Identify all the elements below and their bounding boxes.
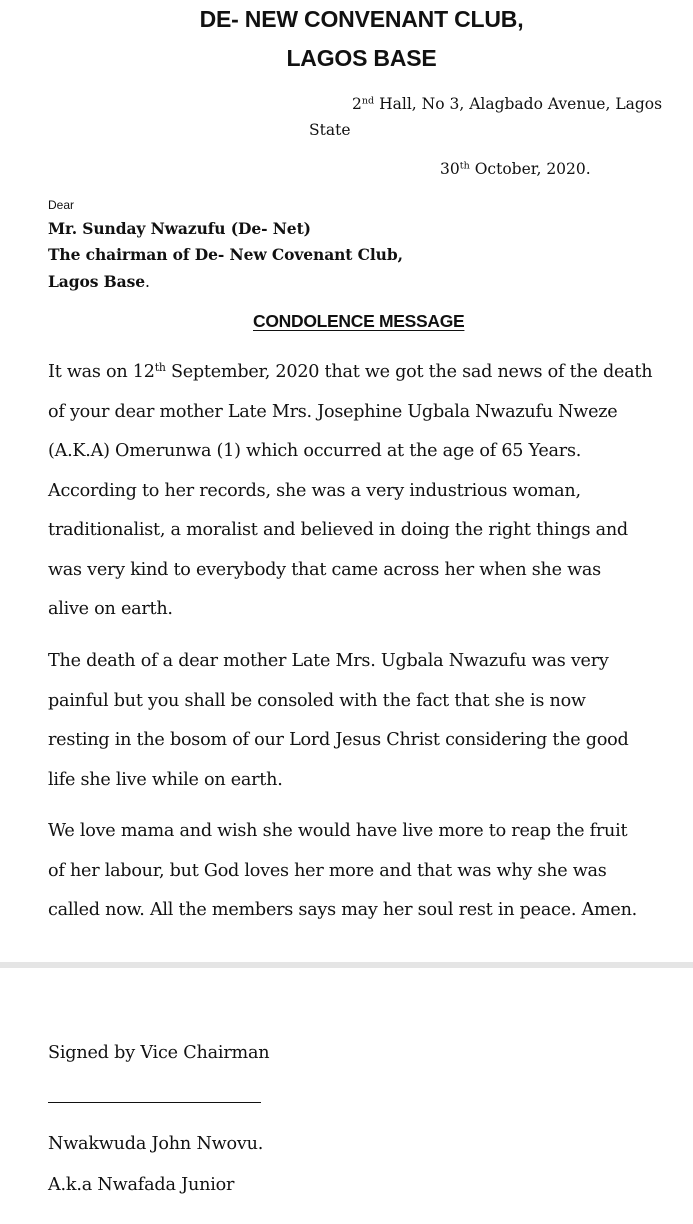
paragraph-line: of her labour, but God loves her more and that was why she was — [48, 860, 607, 881]
recipient-location — [48, 272, 150, 291]
address-line1 — [352, 95, 662, 113]
letter-date — [440, 160, 591, 178]
paragraph-line: We love mama and wish she would have live more to reap the fruit — [48, 821, 628, 841]
subject-heading: CONDOLENCE MESSAGE — [253, 311, 465, 331]
address-number: 2 — [352, 95, 362, 113]
paragraph-line: According to her records, she was a very industrious woman, — [48, 480, 581, 501]
recipient-title: The chairman of De- New Covenant Club, — [48, 245, 403, 264]
body-paragraph-1 — [48, 353, 688, 630]
salutation: Dear — [48, 198, 75, 212]
signatory-name: Nwakwuda John Nwovu. — [48, 1134, 264, 1154]
paragraph-line: was very kind to everybody that came across her when she was — [48, 559, 601, 580]
address-number-suffix: nd — [361, 95, 375, 107]
paragraph-line: alive on earth. — [48, 599, 173, 619]
paragraph-line: called now. All the members says may her soul rest in peace. Amen. — [48, 900, 637, 920]
paragraph-line: traditionalist, a moralist and believed in doing the right things and — [48, 520, 628, 540]
paragraph-line — [48, 353, 688, 393]
text-span: It was on 12 — [48, 362, 155, 382]
address-line1-rest: Hall, No 3, Alagbado Avenue, Lagos — [374, 95, 663, 113]
address-line2: State — [309, 121, 351, 139]
signatory-alias: A.k.a Nwafada Junior — [48, 1175, 235, 1195]
paragraph-line: painful but you shall be consoled with the fact that she is now — [48, 690, 586, 711]
date-day: 30 — [440, 160, 460, 178]
paragraph-line: resting in the bosom of our Lord Jesus Christ considering the good — [48, 730, 629, 750]
club-title-line1: DE- NEW CONVENANT CLUB, — [199, 6, 524, 32]
signed-by-label: Signed by Vice Chairman — [48, 1043, 270, 1063]
recipient-location-text: Lagos Base — [48, 272, 145, 291]
date-day-suffix: th — [459, 160, 470, 172]
ordinal-suffix: th — [154, 361, 166, 374]
signature-line — [48, 1102, 261, 1103]
paragraph-line: life she live while on earth. — [48, 769, 283, 790]
paragraph-line: of your dear mother Late Mrs. Josephine Ugbala Nwazufu Nweze — [48, 401, 618, 422]
text-span: September, 2020 that we got the sad news of the death — [165, 362, 653, 382]
body-paragraph-2 — [48, 642, 688, 800]
paragraph-line: (A.K.A) Omerunwa (1) which occurred at the age of 65 Years. — [48, 441, 582, 461]
date-rest: October, 2020. — [469, 160, 591, 178]
club-title-line2: LAGOS BASE — [286, 45, 437, 71]
recipient-location-period: . — [144, 273, 150, 291]
recipient-name: Mr. Sunday Nwazufu (De- Net) — [48, 219, 311, 238]
body-paragraph-3 — [48, 812, 688, 931]
paragraph-line: The death of a dear mother Late Mrs. Ugbala Nwazufu was very — [48, 651, 609, 671]
page-break-divider — [0, 962, 693, 968]
